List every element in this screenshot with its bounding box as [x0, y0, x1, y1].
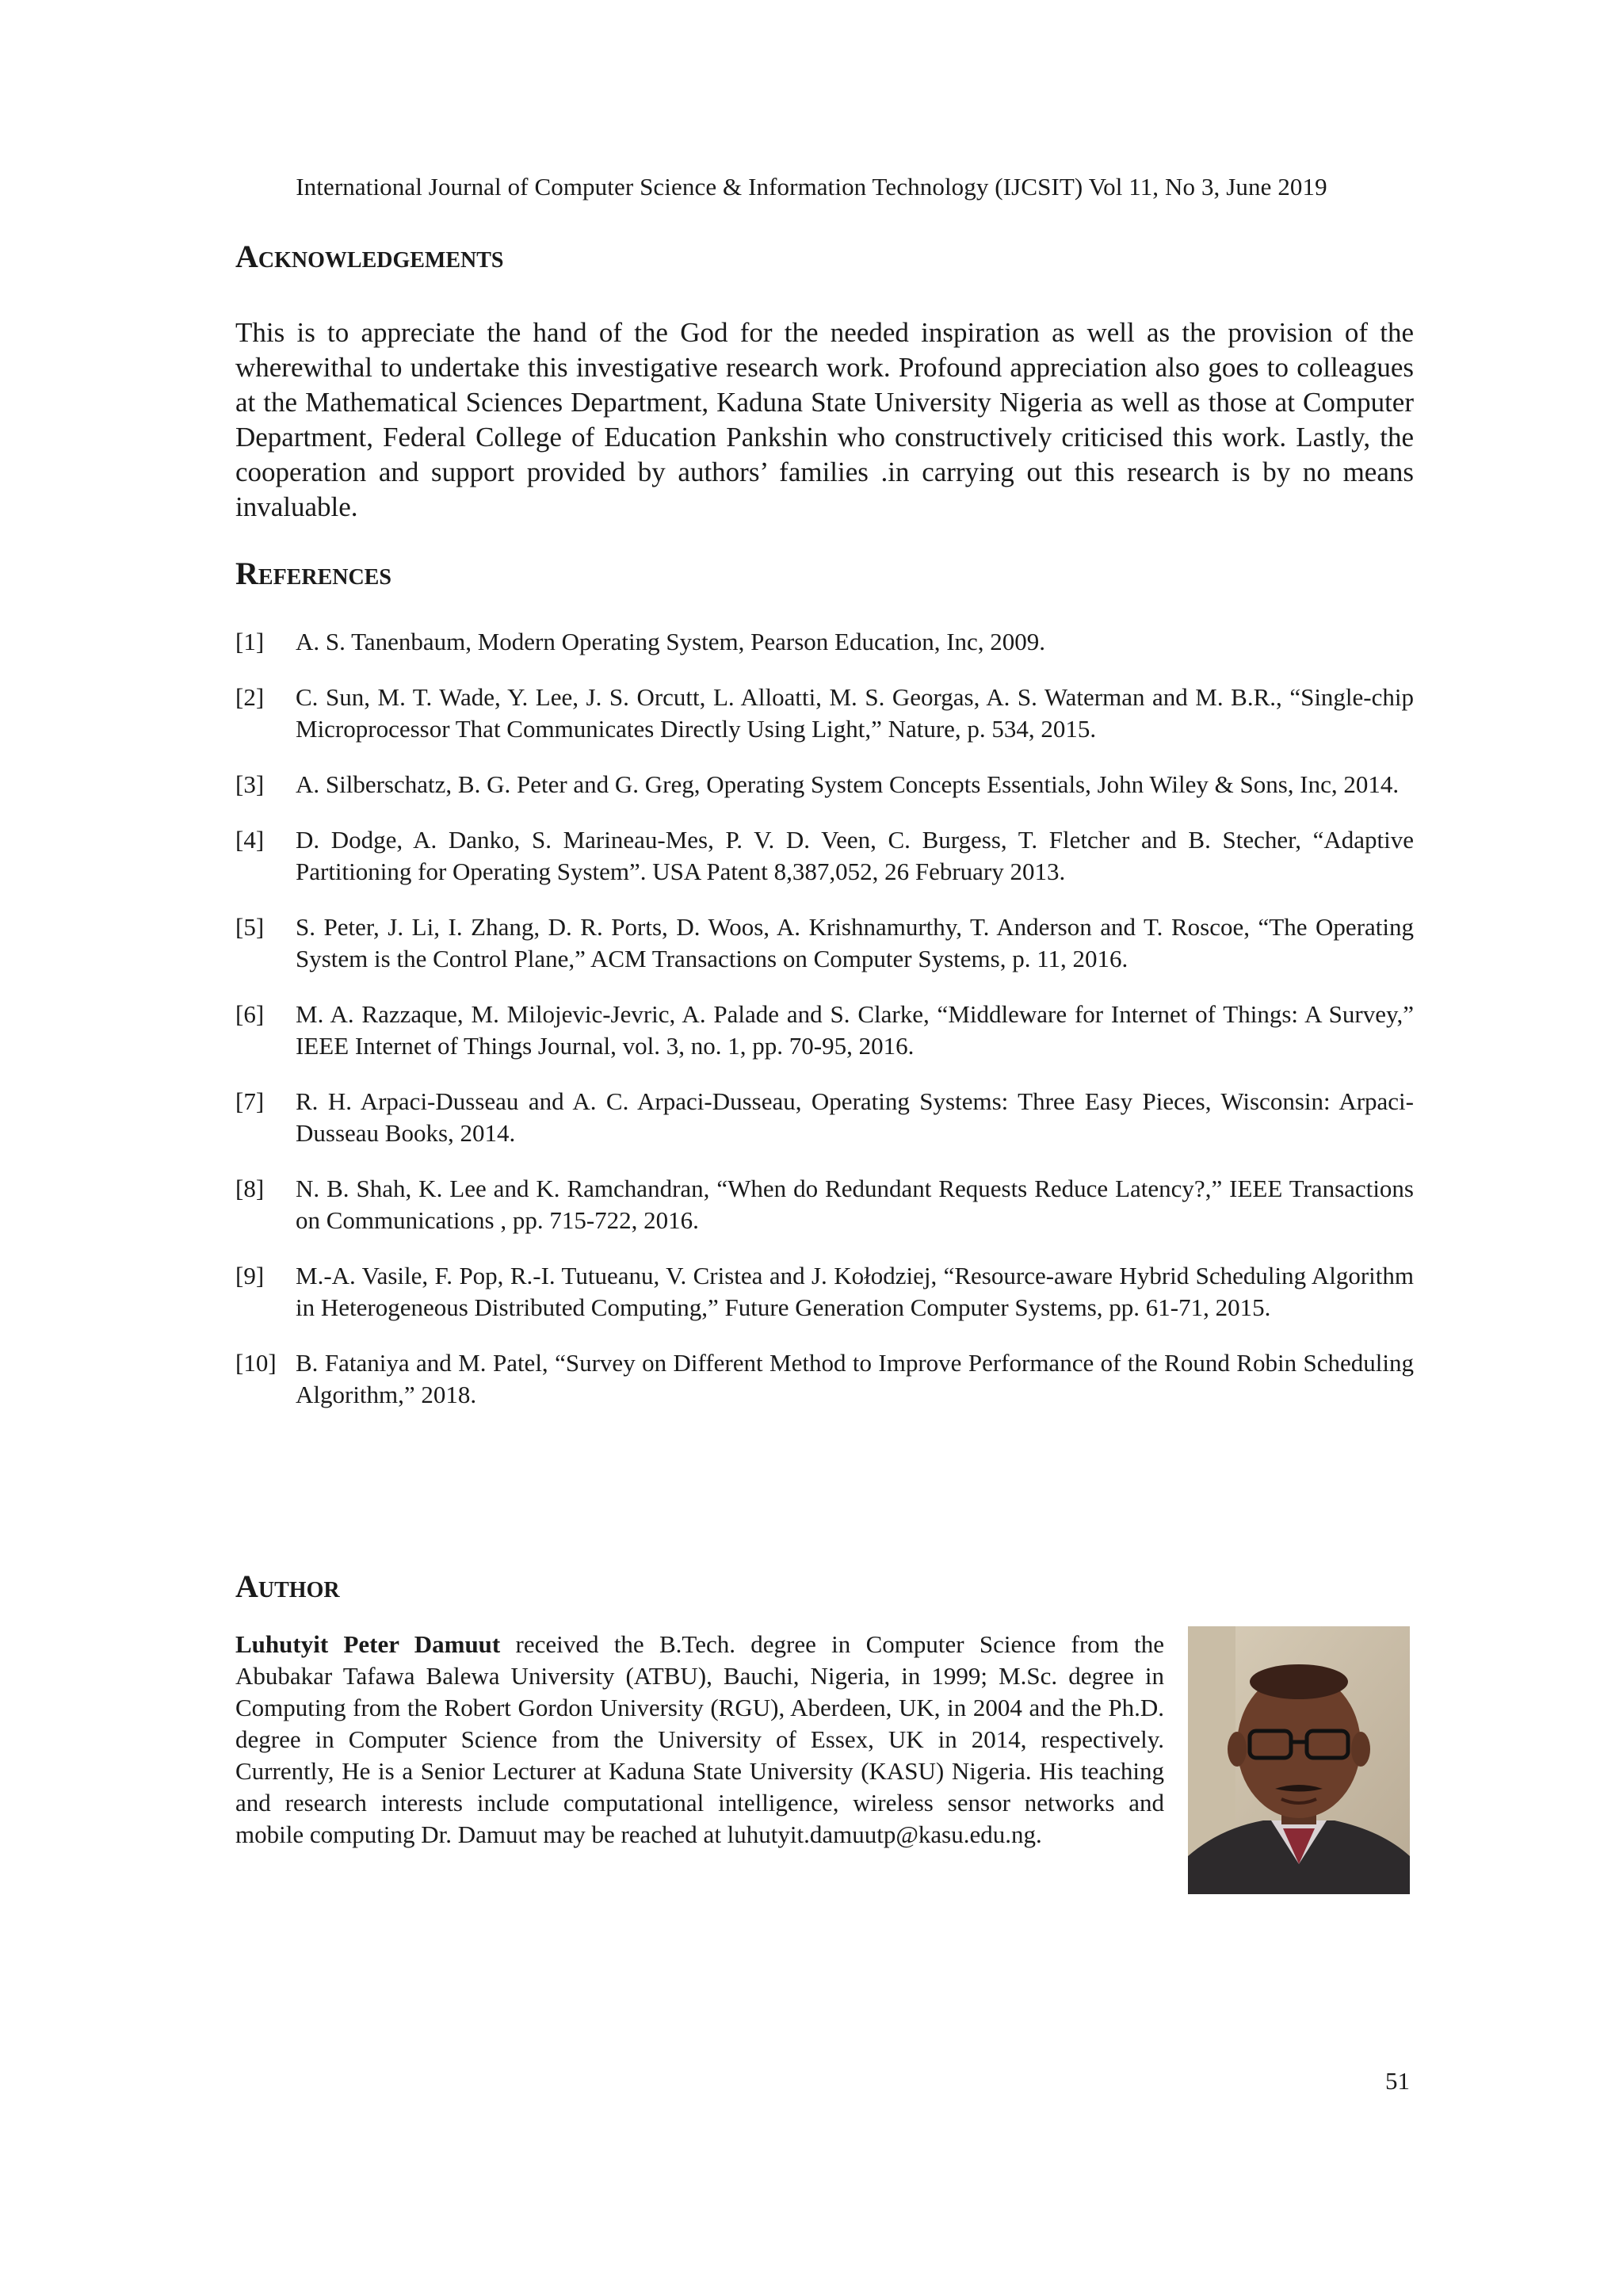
reference-text: M.-A. Vasile, F. Pop, R.-I. Tutueanu, V. Cristea and J. Kołodziej, “Resource-aware Hybrid Scheduling Algorithm in Heterogeneous Distributed Computing,” Future Generation Computer Systems, pp. 61-71, 2015. [296, 1262, 1414, 1321]
reference-item [235, 1173, 1414, 1236]
page-number: 51 [1385, 2067, 1410, 2095]
acknowledgements-text: This is to appreciate the hand of the God for the needed inspiration as well as the provision of the wherewithal to undertake this investigative research work. Profound appreciation also goes to colleagues at the Mathematical Sciences Department, Kaduna State University Nigeria as well as those at Computer Department, Federal College of Education Pankshin who constructively criticised this work. Lastly, the cooperation and support provided by authors’ families .in carrying out this research is by no means invaluable. [235, 317, 1414, 522]
author-bio [235, 1629, 1164, 1851]
reference-item [235, 911, 1414, 975]
references-heading: References [235, 556, 391, 591]
reference-item [235, 1347, 1414, 1411]
reference-number: [10] [235, 1349, 277, 1377]
reference-item [235, 1086, 1414, 1149]
reference-text: A. Silberschatz, B. G. Peter and G. Greg, Operating System Concepts Essentials, John Wiley & Sons, Inc, 2014. [296, 770, 1400, 798]
reference-item [235, 824, 1414, 888]
reference-text: D. Dodge, A. Danko, S. Marineau-Mes, P. V. D. Veen, C. Burgess, T. Fletcher and B. Stecher, “Adaptive Partitioning for Operating System”. USA Patent 8,387,052, 26 February 2013. [296, 826, 1414, 885]
references-list [235, 626, 1414, 1411]
reference-text: B. Fataniya and M. Patel, “Survey on Different Method to Improve Performance of the Round Robin Scheduling Algorithm,” 2018. [296, 1349, 1414, 1408]
author-portrait-image [1188, 1626, 1410, 1894]
reference-item [235, 682, 1414, 745]
acknowledgements-heading: Acknowledgements [235, 239, 504, 274]
reference-item [235, 999, 1414, 1062]
reference-number: [3] [235, 770, 265, 798]
reference-item [235, 769, 1414, 800]
author-photo [1188, 1626, 1410, 1894]
author-heading: Author [235, 1568, 340, 1604]
reference-text: R. H. Arpaci-Dusseau and A. C. Arpaci-Dusseau, Operating Systems: Three Easy Pieces, Wisconsin: Arpaci-Dusseau Books, 2014. [296, 1087, 1414, 1147]
reference-item [235, 626, 1414, 658]
reference-number: [4] [235, 826, 265, 854]
reference-number: [2] [235, 683, 265, 711]
reference-number: [9] [235, 1262, 265, 1289]
reference-number: [8] [235, 1175, 265, 1202]
reference-item [235, 1260, 1414, 1324]
reference-number: [7] [235, 1087, 265, 1115]
reference-number: [5] [235, 913, 265, 941]
reference-text: A. S. Tanenbaum, Modern Operating System, Pearson Education, Inc, 2009. [296, 628, 1046, 655]
reference-text: M. A. Razzaque, M. Milojevic-Jevric, A. Palade and S. Clarke, “Middleware for Internet of Things: A Survey,” IEEE Internet of Things Journal, vol. 3, no. 1, pp. 70-95, 2016. [296, 1000, 1414, 1060]
reference-text: N. B. Shah, K. Lee and K. Ramchandran, “When do Redundant Requests Reduce Latency?,” IEEE Transactions on Communications , pp. 715-722, 2016. [296, 1175, 1414, 1234]
author-bio-text: received the B.Tech. degree in Computer Science from the Abubakar Tafawa Balewa University (ATBU), Bauchi, Nigeria, in 1999; M.Sc. degree in Computing from the Robert Gordon University (RGU), Aberdeen, UK, in 2004 and the Ph.D. degree in Computer Science from the University of Essex, UK in 2014, respectively. Currently, He is a Senior Lecturer at Kaduna State University (KASU) Nigeria. His teaching and research interests include computational intelligence, wireless sensor networks and mobile computing Dr. Damuut may be reached at luhutyit.damuutp@kasu.edu.ng. [235, 1630, 1164, 1848]
running-header: International Journal of Computer Science & Information Technology (IJCSIT) Vol 11, No 3, June 2019 [296, 173, 1327, 201]
reference-text: S. Peter, J. Li, I. Zhang, D. R. Ports, D. Woos, A. Krishnamurthy, T. Anderson and T. Roscoe, “The Operating System is the Control Plane,” ACM Transactions on Computer Systems, p. 11, 2016. [296, 913, 1414, 972]
reference-number: [6] [235, 1000, 265, 1028]
author-name: Luhutyit Peter Damuut [235, 1630, 501, 1658]
reference-number: [1] [235, 628, 265, 655]
reference-text: C. Sun, M. T. Wade, Y. Lee, J. S. Orcutt, L. Alloatti, M. S. Georgas, A. S. Waterman and M. B.R., “Single-chip Microprocessor That Communicates Directly Using Light,” Nature, p. 534, 2015. [296, 683, 1414, 743]
